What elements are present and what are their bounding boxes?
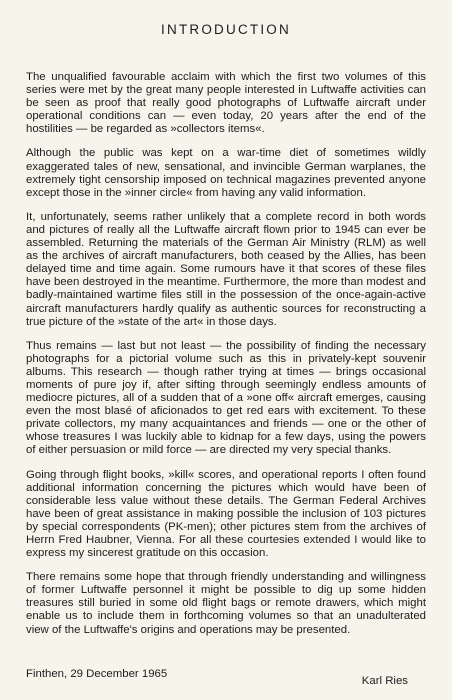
paragraph-1: The unqualified favourable acclaim with which the first two volumes of this series were met by the great many people interested in Luftwaffe activities can be seen as proof that really good photographs of Luftwaffe aircraft under operational conditions can — even today, 20 years after the end of the hostilities — be regarded as »collectors items«.	[26, 71, 426, 136]
paragraph-5: Going through flight books, »kill« scores, and operational reports I often found additional information concerning the pictures which would have been of considerable less value without these details. The German Federal Archives have been of great assistance in making possible the inclusion of 103 pictures by special correspondents (PK-men); other pictures stem from the archives of Herrn Fred Haubner, Vienna. For all these courtesies extended I would like to express my sincerest gratitude on this occasion.	[26, 468, 426, 560]
paragraph-2: Although the public was kept on a war-time diet of sometimes wildly exaggerated tales of new, sensational, and invincible German warplanes, the extremely tight censorship imposed on technical magazines prevented anyone except those in the »inner circle« from having any valid information.	[26, 147, 426, 199]
paragraph-6: There remains some hope that through friendly understanding and willingness of former Luftwaffe personnel it might be possible to dig up some hidden treasures still buried in some old flight bags or remote drawers, which might enable us to include them in forthcoming volumes so that an unadulterated view of the Luftwaffe's origins and operations may be presented.	[26, 571, 426, 636]
paragraph-3: It, unfortunately, seems rather unlikely that a complete record in both words and pictures of really all the Luftwaffe aircraft flown prior to 1945 can ever be assembled. Returning the materials of the German Air Ministry (RLM) as well as the archives of aircraft manufacturers, both ceased by the Allies, has been delayed time and time again. Some rumours have it that scores of these files have been destroyed in the meantime. Furthermore, the more than modest and badly-maintained wartime files still in the possession of the once-again-active aircraft manufacturers hardly qualify as authentic sources for reconstructing a true picture of the »state of the art« in those days.	[26, 210, 426, 328]
closing-footer	[26, 668, 426, 687]
author-signature: Karl Ries	[361, 675, 408, 687]
place-date: Finthen, 29 December 1965	[26, 668, 168, 680]
page-title: INTRODUCTION	[161, 22, 291, 37]
paragraph-4: Thus remains — last but not least — the possibility of finding the necessary photographs for a pictorial volume such as this in privately-kept souvenir albums. This research — though rather trying at times — brings occasional moments of pure joy if, after sifting through seemingly endless amounts of mediocre pictures, all of a sudden that of a »one off« aircraft emerges, causing even the most blasé of aficionados to get red ears with excitement. To these private collectors, my many acquaintances and friends — one or the other of whose treasures I was luckily able to kidnap for a few days, using the powers of either persuasion or mild force — are directed my very special thanks.	[26, 339, 426, 457]
